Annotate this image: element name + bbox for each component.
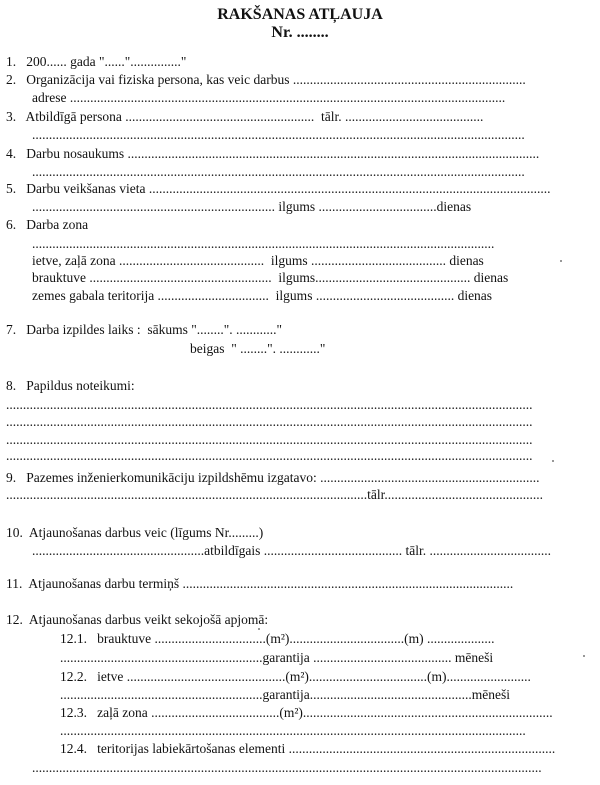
item-6-work-zone: 6. Darba zona — [6, 217, 89, 232]
item-12-1-carriageway: 12.1. brauktuve .................................(m²)..................................(m) .................... — [60, 631, 495, 646]
item-12-3-continuation: .......................................................................................................................................... — [60, 723, 526, 738]
item-12-3-green-zone: 12.3. zaļā zona ......................................(m²).......................................................................... — [60, 705, 553, 720]
scan-speck — [583, 655, 585, 657]
item-6-sidewalk-green: ietve, zaļā zona ........................................... ilgums ........................................ dienas — [32, 253, 484, 268]
item-6-carriageway: brauktuve ...................................................... ilgums.............................................. dienas — [32, 270, 509, 285]
item-8-additional-terms: 8. Papildus noteikumi: — [6, 378, 135, 393]
item-8-line-1: ............................................................................................................................................................ — [6, 397, 533, 412]
item-12-scope: 12. Atjaunošanas darbus veikt sekojošā apjomā: — [6, 612, 269, 627]
form-title: RAKŠANAS ATĻAUJA — [217, 6, 383, 23]
item-7-end: beigas " ........". ............" — [190, 341, 326, 356]
item-5-duration: ........................................................................ ilgums ...................................dienas — [32, 199, 472, 214]
scan-speck — [552, 460, 554, 462]
item-2-address: adrese ................................................................................................................................. — [32, 90, 506, 105]
item-1-date: 1. 200...... gada "......"..............." — [6, 54, 187, 69]
item-7-start: 7. Darba izpildes laiks : sākums "........". ............" — [6, 322, 282, 337]
item-4-continuation: .................................................................................................................................................. — [32, 164, 525, 179]
item-12-2-sidewalk: 12.2. ietve ...............................................(m²)...................................(m)......................... — [60, 669, 531, 684]
item-3-responsible-person: 3. Atbildīgā persona ........................................................ tālr. ......................................... — [6, 109, 484, 124]
item-10-restoration: 10. Atjaunošanas darbus veic (līgums Nr.........) — [6, 525, 264, 540]
item-2-organization: 2. Organizācija vai fiziska persona, kas veic darbus ..................................................................... — [6, 72, 526, 87]
item-12-2-guarantee: ............................................................garantija................................................mēneši — [60, 687, 510, 702]
item-3-continuation: .................................................................................................................................................. — [32, 127, 525, 142]
item-11-term: 11. Atjaunošanas darbu termiņš .................................................................................................. — [6, 576, 514, 591]
item-12-4-continuation: ....................................................................................................................................................... — [32, 760, 542, 775]
item-8-line-3: ............................................................................................................................................................ — [6, 432, 533, 447]
item-9-schemes: 9. Pazemes inženierkomunikāciju izpildshēmu izgatavo: ................................................................. — [6, 470, 540, 485]
item-5-location: 5. Darbu veikšanas vieta ....................................................................................................................... — [6, 181, 551, 196]
item-10-responsible: ...................................................atbildīgais ......................................... tālr. .................................... — [32, 543, 551, 558]
item-9-phone: ...........................................................................................................tālr............................................... — [6, 487, 543, 502]
item-12-1-guarantee: ............................................................garantija ......................................... mēneši — [60, 650, 494, 665]
item-12-4-amenities: 12.4. teritorijas labiekārtošanas elementi ............................................................................... — [60, 741, 556, 756]
item-8-line-2: ............................................................................................................................................................ — [6, 414, 533, 429]
item-6-line: ......................................................................................................................................... — [32, 236, 495, 251]
form-number: Nr. ........ — [271, 24, 329, 41]
item-4-work-name: 4. Darbu nosaukums .......................................................................................................................... — [6, 146, 540, 161]
scan-speck — [258, 628, 260, 630]
scan-speck — [560, 260, 562, 262]
item-6-land-plot: zemes gabala teritorija ................................. ilgums ......................................... dienas — [32, 288, 493, 303]
item-8-line-4: ............................................................................................................................................................ — [6, 448, 533, 463]
